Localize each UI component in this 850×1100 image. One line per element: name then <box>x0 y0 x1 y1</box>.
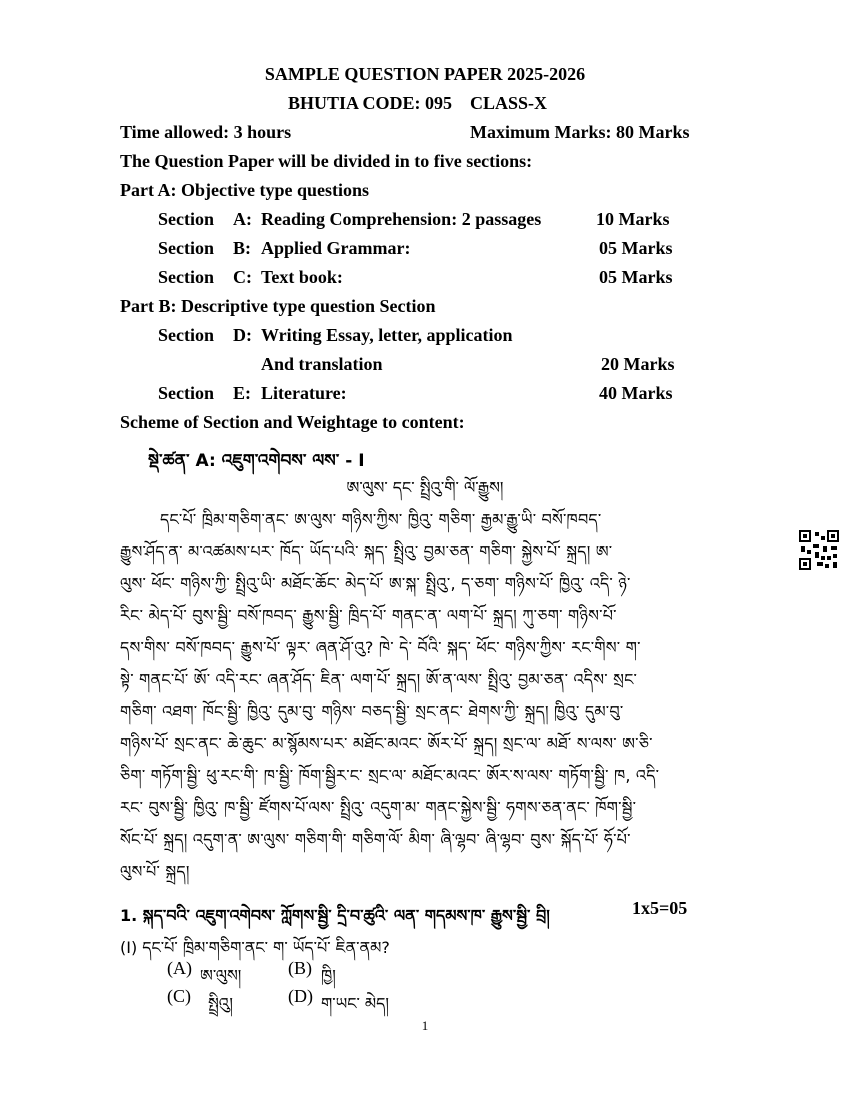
section-d-desc: Writing Essay, letter, application <box>261 325 513 345</box>
section-a-letter: A: <box>233 209 252 229</box>
class-label: CLASS-X <box>470 93 548 113</box>
passage-line: རིང་ མེད་པོ་ བུས་སྦྱི་ བསོ་ཁབད་ རྒྱུས་སྦྱི་ ཁྲིད་པོ་ གནང་ན་ ལག་པོ་ སྐྲད། ཀུ་ཅག་ གཉིས་པོ་ <box>120 606 617 625</box>
passage-line: ལུས་པོ་ སྐྲད། <box>120 862 190 881</box>
option-d-text: ག་ཡང་ མེད། <box>321 994 389 1013</box>
section-b-desc: Applied Grammar: <box>261 238 411 258</box>
section-d-label: Section <box>158 325 214 345</box>
scheme-heading: Scheme of Section and Weightage to content: <box>120 412 465 432</box>
option-d-key: (D) <box>288 986 313 1006</box>
option-c-text: སྤྲིའུ། <box>208 994 233 1013</box>
time-allowed: Time allowed: 3 hours <box>120 122 292 142</box>
section-b-letter: B: <box>233 238 251 258</box>
section-e-label: Section <box>158 383 214 403</box>
section-a-desc: Reading Comprehension: 2 passages <box>261 209 542 229</box>
passage-line: སོང་པོ་ སྐྲད། འདུག་ན་ ཨ་ལུས་ གཅིག་གི་ གཅིག་ལོ་ མིག་ ཞི་ལྷབ་ ཞི་ལྷབ་ བུས་ སྐོད་པོ་ ཧོ་པོ་ <box>120 830 631 849</box>
section-c-marks: 05 Marks <box>599 267 673 287</box>
section-c-label: Section <box>158 267 214 287</box>
passage-title: ཨ་ལུས་ དང་ སྤྲིའུ་གི་ ལོ་རྒྱུས། <box>346 478 504 497</box>
section-d-marks: 20 Marks <box>601 354 675 374</box>
option-b-text: ཁྱི། <box>321 966 336 985</box>
passage-line: ཅིག་ གཏོག་སྦྱི་ ཕུ་རང་གི་ ཁ་སྦྱི་ ཁོག་སྦྱིར་ང་ སྲང་ལ་ མཐོང་མའང་ ཨོར་ས་ལས་ གཏོག་སྦྱི་ ཁ, འདི་ <box>120 766 660 785</box>
page-number: 1 <box>421 1018 429 1033</box>
section-e-letter: E: <box>233 383 251 403</box>
passage-line: གཅིག་ འཐག་ ཁོང་སྦྱི་ ཁྱིའུ་ དུམ་བུ་ གཉིས་ བཅད་སྦྱི་ སྲང་ནང་ ཐེགས་ཀྱི་ སྐྲད། ཁྱིའུ་ དུམ་བུ་ <box>120 702 624 721</box>
passage-line: དང་པོ་ ཁྲིམ་གཅིག་ནང་ ཨ་ལུས་ གཉིས་ཀྱིས་ ཁྱིའུ་ གཅིག་ རྒྱམ་རྒྱུ་ཡི་ བསོ་ཁབད་ <box>160 510 602 529</box>
section-c-letter: C: <box>233 267 252 287</box>
qr-code-icon <box>799 530 839 570</box>
passage-line: དས་གིས་ བསོ་ཁབད་ རྒྱུས་པོ་ ལྟར་ ཞན་ཤོ་འུ? ཁེ་ དེ་ བོའི་ སྐད་ ཕོང་ གཉིས་ཀྱིས་ རང་གིས་ ག་ <box>120 638 641 657</box>
section-d-letter: D: <box>233 325 252 345</box>
page-title: SAMPLE QUESTION PAPER 2025-2026 <box>264 64 586 84</box>
section-e-desc: Literature: <box>261 383 347 403</box>
division-note: The Question Paper will be divided in to five sections: <box>120 151 533 171</box>
section-d-desc-cont: And translation <box>261 354 383 374</box>
passage-line: སྟེ་ གནང་པོ་ ཨོ་ འདི་རང་ ཞན་ཤོད་ ཇིན་ ལག་པོ་ སྐྲད། ཨོ་ན་ལས་ སྤྲིའུ་ བྱམ་ཅན་ འདིས་ སྲང་ <box>120 670 638 689</box>
section-e-marks: 40 Marks <box>599 383 673 403</box>
passage-line: རང་ བུས་སྦྱི་ ཁྱིའུ་ ཁ་སྦྱི་ ཛོགས་པོ་ལས་ སྤྲིའུ་ འདུག་མ་ གནང་སྐྱེས་སྦྱི་ ཧགས་ཅན་ནང་ ཁོག་སྦྱི་ <box>120 798 637 817</box>
section-b-marks: 05 Marks <box>599 238 673 258</box>
option-a-key: (A) <box>167 958 192 978</box>
section-c-desc: Text book: <box>261 267 343 287</box>
section-a-label: Section <box>158 209 214 229</box>
sub-question: (I) དང་པོ་ ཁྲིམ་གཅིག་ནང་ ག་ ཡོད་པོ་ ཇིན་ནམ? <box>120 938 390 957</box>
option-a-text: ཨ་ལུས། <box>200 966 242 985</box>
part-b-heading: Part B: Descriptive type question Section <box>120 296 436 316</box>
section-b-label: Section <box>158 238 214 258</box>
max-marks: Maximum Marks: 80 Marks <box>470 122 690 142</box>
option-b-key: (B) <box>288 958 312 978</box>
passage-line: གཉིས་པོ་ སྲང་ནང་ ཆེ་ཆུང་ མ་སྙོམས་པར་ མཐོང་མའང་ ཨོར་པོ་ སྐྲད། སྲང་ལ་ མཐོ་ ས་ལས་ ཨ་ཅི་ <box>120 734 653 753</box>
subject-code: BHUTIA CODE: 095 <box>288 93 453 113</box>
part-a-heading: Part A: Objective type questions <box>120 180 369 200</box>
passage-line: ལུས་ ཕོང་ གཉིས་ཀྱི་ སྤྲིའུ་ཡི་ མཐོང་ཆོང་ མེད་པོ་ ཨ་སྐ་ སྤྲིའུ་, ད་ཅག་ གཉིས་པོ་ ཁྱིའུ་ འདི་ ཉེ་ <box>120 574 631 593</box>
option-c-key: (C) <box>167 986 191 1006</box>
part-heading: སྡེ་ཚན་ A: འཇུག་འགེབས་ ལས་ - I <box>148 451 365 471</box>
question-stem: 1. སྐད་བའི་ འཇུག་འགེབས་ ཀློགས་སྦྱི་ དྲི་བ་ཚུའི་ ལན་ གདམས་ཁ་ རྒྱུས་སྦྱི་ བྲི། <box>120 906 550 925</box>
passage-line: རྒྱུས་ཤོད་ན་ མ་འཚམས་པར་ ཁོད་ ཡོད་པའི་ སྐད་ སྤྲིའུ་ བྱམ་ཅན་ གཅིག་ སྐྱེས་པོ་ སྐྲད། ཨ་ <box>120 542 613 561</box>
question-marks: 1x5=05 <box>632 898 688 918</box>
section-a-marks: 10 Marks <box>596 209 670 229</box>
